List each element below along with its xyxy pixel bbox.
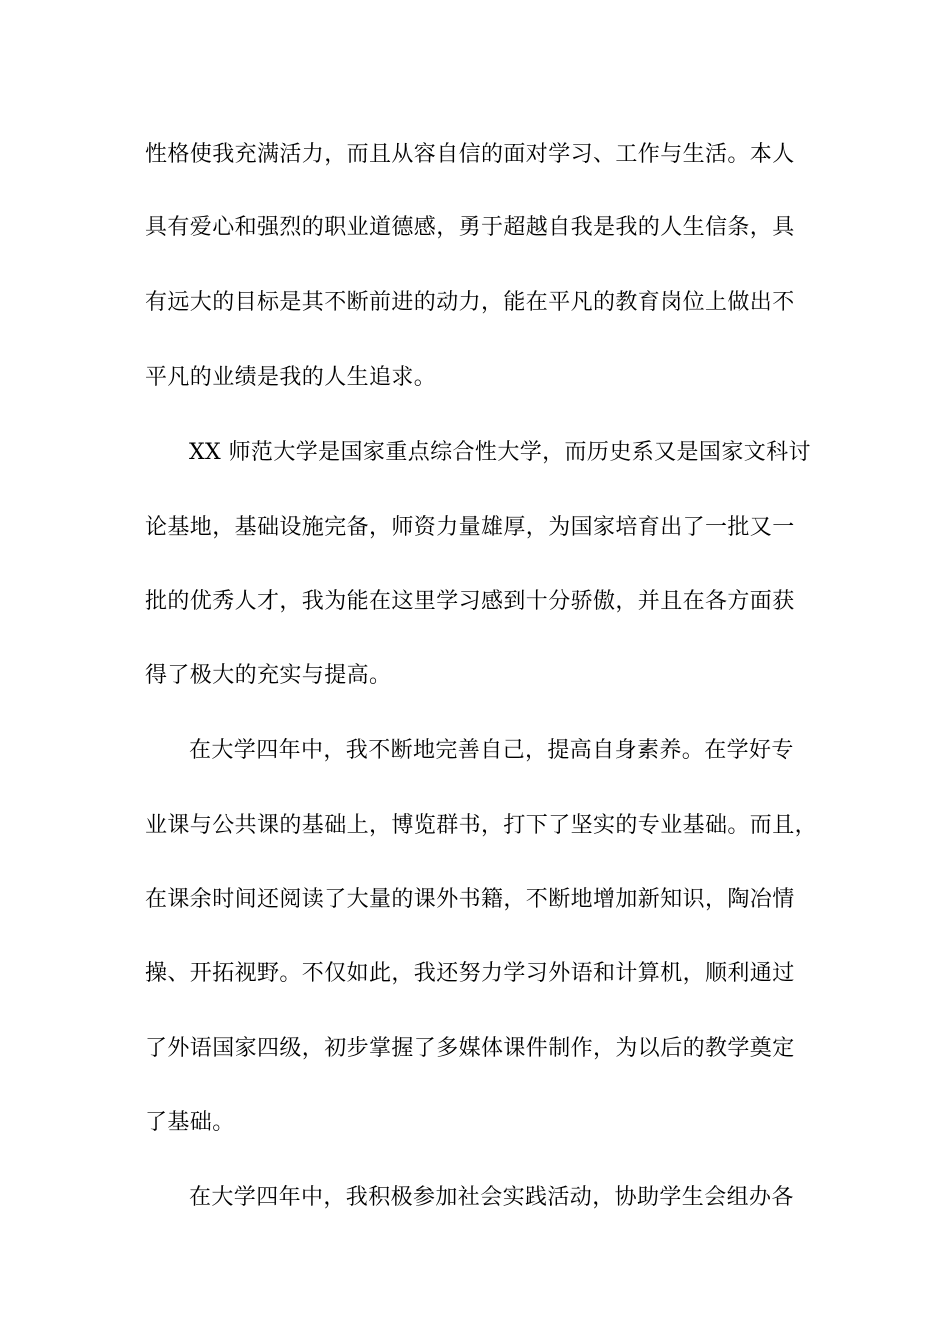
text-line: 在大学四年中，我不断地完善自己，提高自身素养。在学好专 <box>189 738 794 763</box>
text-line: 有远大的目标是其不断前进的动力，能在平凡的教育岗位上做出不 <box>145 290 795 315</box>
text-line: 操、开拓视野。不仅如此，我还努力学习外语和计算机，顺利通过 <box>145 961 795 986</box>
text-line: 批的优秀人才，我为能在这里学习感到十分骄傲，并且在各方面获 <box>145 589 795 614</box>
text-line: XX 师范大学是国家重点综合性大学，而历史系又是国家文科讨 <box>189 440 811 465</box>
text-line: 平凡的业绩是我的人生追求。 <box>145 365 437 390</box>
text-line: 具有爱心和强烈的职业道德感，勇于超越自我是我的人生信条，具 <box>145 215 795 240</box>
text-line: 在课余时间还阅读了大量的课外书籍，不断地增加新知识，陶冶情 <box>145 887 795 912</box>
text-line: 业课与公共课的基础上，博览群书，打下了坚实的专业基础。而且， <box>145 813 818 838</box>
text-line: 得了极大的充实与提高。 <box>145 663 392 688</box>
text-line: 性格使我充满活力，而且从容自信的面对学习、工作与生活。本人 <box>145 142 795 167</box>
text-line: 了基础。 <box>145 1110 235 1135</box>
text-line: 了外语国家四级，初步掌握了多媒体课件制作，为以后的教学奠定 <box>145 1036 795 1061</box>
text-line: 在大学四年中，我积极参加社会实践活动，协助学生会组办各 <box>189 1185 794 1210</box>
text-line: 论基地，基础设施完备，师资力量雄厚，为国家培育出了一批又一 <box>145 515 795 540</box>
